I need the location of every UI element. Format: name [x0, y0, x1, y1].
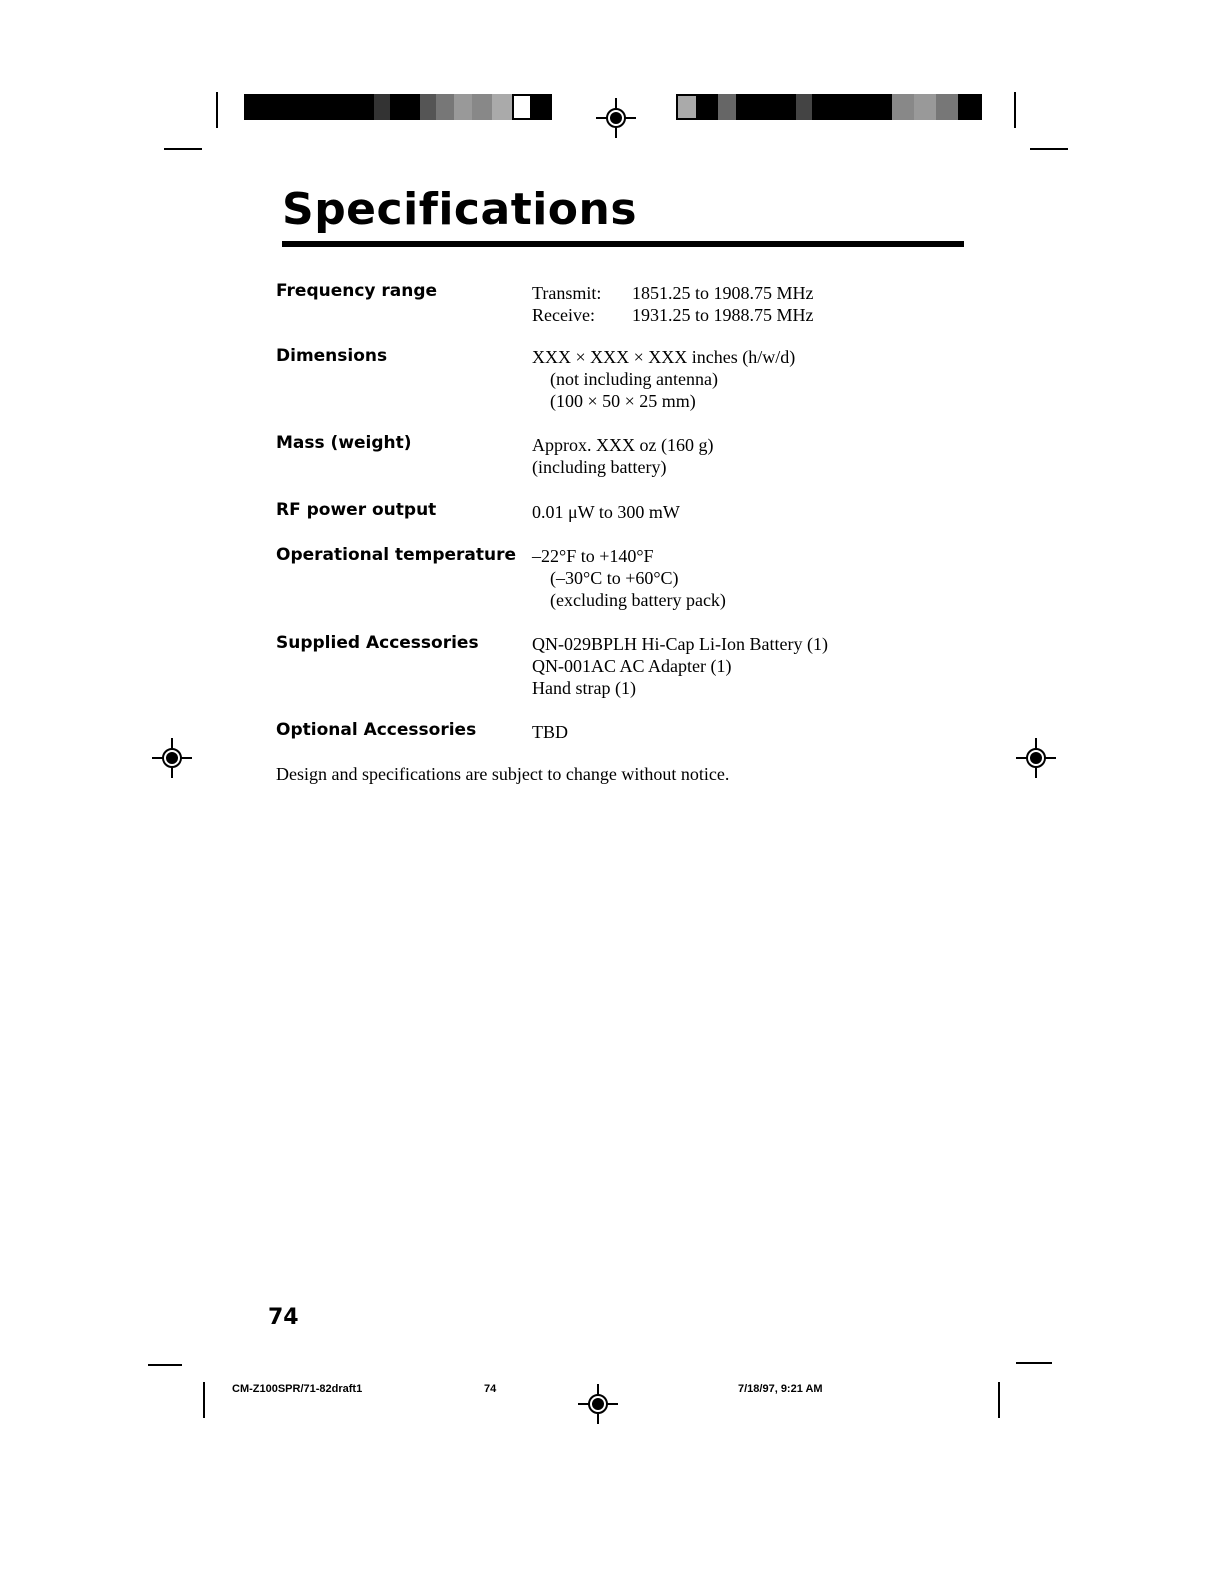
- title-rule: [282, 241, 964, 247]
- crop-mark-top-left-horizontal: [164, 148, 202, 150]
- spec-value-rf-power: [532, 501, 680, 523]
- spec-line: (–30°C to +60°C): [550, 568, 679, 588]
- footer-page: 74: [484, 1383, 497, 1395]
- spec-label-mass: Mass (weight): [276, 433, 412, 453]
- spec-label-optional-accessories: Optional Accessories: [276, 720, 477, 740]
- spec-line: (not including antenna): [550, 369, 718, 389]
- transmit-value: 1851.25 to 1908.75 MHz: [632, 283, 814, 303]
- spec-line: 0.01 μW to 300 mW: [532, 502, 680, 522]
- spec-label-dimensions: Dimensions: [276, 346, 388, 366]
- spec-label-rf-power: RF power output: [276, 500, 437, 520]
- spec-value-supplied-accessories: [532, 633, 828, 699]
- spec-line: –22°F to +140°F: [532, 546, 654, 566]
- crop-mark-bottom-left-horizontal: [148, 1364, 182, 1366]
- spec-value-operational-temperature: [532, 545, 726, 611]
- crop-mark-top-left-vertical: [216, 92, 218, 128]
- spec-value-frequency-range: [532, 282, 814, 326]
- spec-label-frequency-range: Frequency range: [276, 281, 438, 301]
- crop-mark-top-right-vertical: [1014, 92, 1016, 128]
- footer-file-name: CM-Z100SPR/71-82draft1: [232, 1383, 363, 1395]
- spec-line: XXX × XXX × XXX inches (h/w/d): [532, 347, 796, 367]
- spec-line: (100 × 50 × 25 mm): [550, 391, 696, 411]
- spec-label-operational-temperature: Operational temperature: [276, 545, 517, 565]
- spec-label-supplied-accessories: Supplied Accessories: [276, 633, 479, 653]
- crop-mark-bottom-right-horizontal: [1016, 1362, 1052, 1364]
- registration-target-right: [1016, 738, 1056, 778]
- spec-line: Hand strap (1): [532, 678, 636, 698]
- page-title: Specifications: [282, 184, 638, 235]
- spec-line: (excluding battery pack): [550, 590, 726, 610]
- page-number: 74: [268, 1305, 299, 1330]
- spec-value-dimensions: [532, 346, 795, 412]
- spec-line: (including battery): [532, 457, 667, 477]
- spec-value-optional-accessories: [532, 721, 568, 743]
- crop-mark-bottom-left-vertical: [203, 1382, 205, 1418]
- registration-target-left: [152, 738, 192, 778]
- spec-line: QN-029BPLH Hi-Cap Li-Ion Battery (1): [532, 634, 828, 654]
- footer-timestamp: 7/18/97, 9:21 AM: [738, 1383, 823, 1395]
- receive-label: Receive:: [532, 305, 595, 325]
- registration-target-top: [596, 98, 636, 138]
- color-bar-right: [676, 94, 982, 120]
- registration-target-bottom: [578, 1384, 618, 1424]
- disclaimer-notice: Design and specifications are subject to change without notice.: [276, 764, 730, 784]
- crop-mark-top-right-horizontal: [1030, 148, 1068, 150]
- receive-value: 1931.25 to 1988.75 MHz: [632, 305, 814, 325]
- spec-line: Approx. XXX oz (160 g): [532, 435, 714, 455]
- spec-value-mass: [532, 434, 713, 478]
- crop-mark-bottom-right-vertical: [998, 1382, 1000, 1418]
- spec-line: QN-001AC AC Adapter (1): [532, 656, 732, 676]
- spec-line: TBD: [532, 722, 568, 742]
- color-bar-left: [244, 94, 552, 120]
- transmit-label: Transmit:: [532, 283, 602, 303]
